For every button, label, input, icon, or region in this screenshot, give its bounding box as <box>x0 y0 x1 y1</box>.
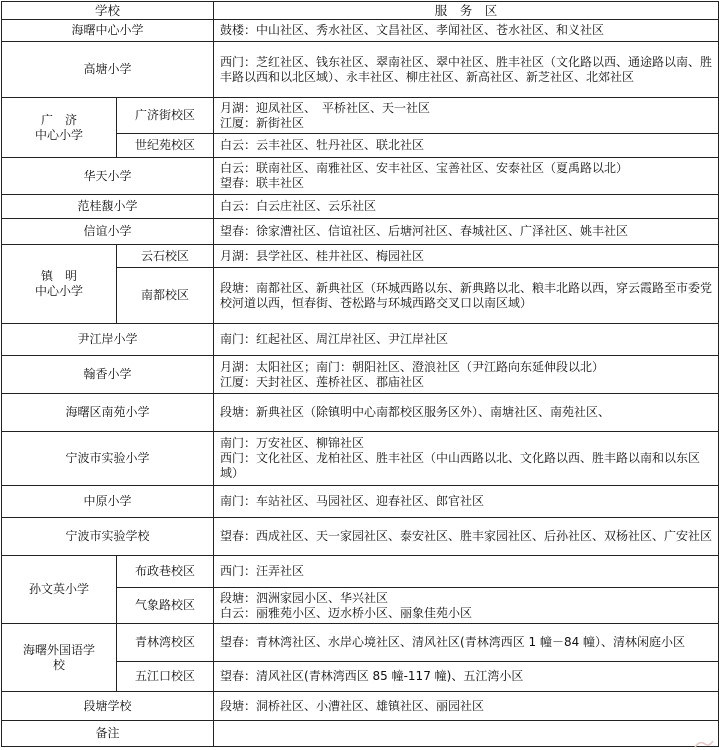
service-area: 西门：汪弄社区 <box>214 556 719 588</box>
service-area: 南门：车站社区、马园社区、迎春社区、郎官社区 <box>214 486 719 518</box>
table-row <box>2 42 719 98</box>
school-name: 海曙中心小学 <box>2 20 214 42</box>
table-row <box>2 98 719 134</box>
campus-name: 五江口校区 <box>117 662 214 692</box>
service-area: 鼓楼：中山社区、秀水社区、文昌社区、孝闻社区、苍水社区、和义社区 <box>214 20 719 42</box>
service-area: 望春：清风社区(青林湾西区 85 幢-117 幢)、五江湾小区 <box>214 662 719 692</box>
school-name: 孙文英小学 <box>2 556 117 624</box>
service-area: 段塘：泗洲家园小区、华兴社区 白云：丽雅苑小区、迈水桥小区、丽象佳苑小区 <box>214 588 719 624</box>
header-school: 学校 <box>2 2 214 20</box>
school-name: 段塘学校 <box>2 692 214 721</box>
school-name: 翰香小学 <box>2 356 214 394</box>
campus-name: 世纪苑校区 <box>117 134 214 158</box>
watermark-icon <box>693 738 715 750</box>
service-area: 白云：云丰社区、牡丹社区、联北社区 <box>214 134 719 158</box>
school-name: 宁波市实验学校 <box>2 518 214 556</box>
school-name: 信谊小学 <box>2 219 214 245</box>
service-area: 月湖：迎凤社区、 平桥社区、天一社区 江厦：新街社区 <box>214 98 719 134</box>
table-row <box>2 624 719 662</box>
table-row <box>2 432 719 486</box>
table-row <box>2 518 719 556</box>
school-name: 尹江岸小学 <box>2 324 214 356</box>
school-name: 海曙区南苑小学 <box>2 394 214 432</box>
campus-name: 布政巷校区 <box>117 556 214 588</box>
campus-name: 云石校区 <box>117 245 214 268</box>
remarks-label: 备注 <box>2 721 214 747</box>
header-service-area: 服 务 区 <box>214 2 719 20</box>
school-name: 中原小学 <box>2 486 214 518</box>
table-row <box>2 219 719 245</box>
service-area: 白云：白云庄社区、云乐社区 <box>214 195 719 219</box>
campus-name: 青林湾校区 <box>117 624 214 662</box>
table-row <box>2 721 719 747</box>
table-row <box>2 356 719 394</box>
school-name: 高塘小学 <box>2 42 214 98</box>
table-row <box>2 195 719 219</box>
table-row <box>2 394 719 432</box>
service-area: 月湖：太阳社区；南门：朝阳社区、澄浪社区（尹江路向东延伸段以北） 江厦：天封社区、莲桥社区、郡庙社区 <box>214 356 719 394</box>
school-name: 广 济 中心小学 <box>2 98 117 158</box>
table-row <box>2 158 719 195</box>
campus-name: 广济街校区 <box>117 98 214 134</box>
campus-name: 南都校区 <box>117 268 214 324</box>
table-row <box>2 692 719 721</box>
school-name: 范桂馥小学 <box>2 195 214 219</box>
service-area: 望春：西成社区、天一家园社区、泰安社区、胜丰家园社区、后孙社区、双杨社区、广安社区 <box>214 518 719 556</box>
service-area: 望春：青林湾社区、水岸心境社区、清风社区(青林湾西区 1 幢－84 幢）、清林闲庭小区 <box>214 624 719 662</box>
table-row <box>2 324 719 356</box>
service-area: 南门：红起社区、周江岸社区、尹江岸社区 <box>214 324 719 356</box>
school-name: 海曙外国语学 校 <box>2 624 117 692</box>
service-area: 南门：万安社区、柳锦社区 西门：文化社区、龙柏社区、胜丰社区（中山西路以北、文化路以西、胜丰路以南和以东区域） <box>214 432 719 486</box>
table-row <box>2 556 719 588</box>
campus-name: 气象路校区 <box>117 588 214 624</box>
service-area: 段塘：新典社区（除镇明中心南都校区服务区外）、南塘社区、南苑社区、 <box>214 394 719 432</box>
service-area: 段塘：南都社区、新典社区（环城西路以东、新典路以北、粮丰北路以西，穿云霞路至市委党校河道以西，恒春街、苍松路与环城西路交叉口以南区域） <box>214 268 719 324</box>
school-name: 镇 明 中心小学 <box>2 245 117 324</box>
service-area: 月湖：县学社区、桂井社区、梅园社区 <box>214 245 719 268</box>
table-row <box>2 245 719 268</box>
header-row <box>2 2 719 20</box>
table-row <box>2 486 719 518</box>
school-district-table <box>1 1 719 747</box>
service-area: 段塘：洞桥社区、小漕社区、雄镇社区、丽园社区 <box>214 692 719 721</box>
school-name: 宁波市实验小学 <box>2 432 214 486</box>
service-area: 望春：徐家漕社区、信谊社区、后塘河社区、春城社区、广泽社区、姚丰社区 <box>214 219 719 245</box>
table-row <box>2 20 719 42</box>
school-name: 华天小学 <box>2 158 214 195</box>
remarks-content <box>214 721 719 747</box>
service-area: 白云：联南社区、南雅社区、安丰社区、宝善社区、安泰社区（夏禹路以北） 望春：联丰社区 <box>214 158 719 195</box>
service-area: 西门：芝红社区、钱东社区、翠南社区、翠中社区、胜丰社区（文化路以西、通途路以南、胜丰路以西和以北区域）、永丰社区、柳庄社区、新高社区、新芝社区、北郊社区 <box>214 42 719 98</box>
